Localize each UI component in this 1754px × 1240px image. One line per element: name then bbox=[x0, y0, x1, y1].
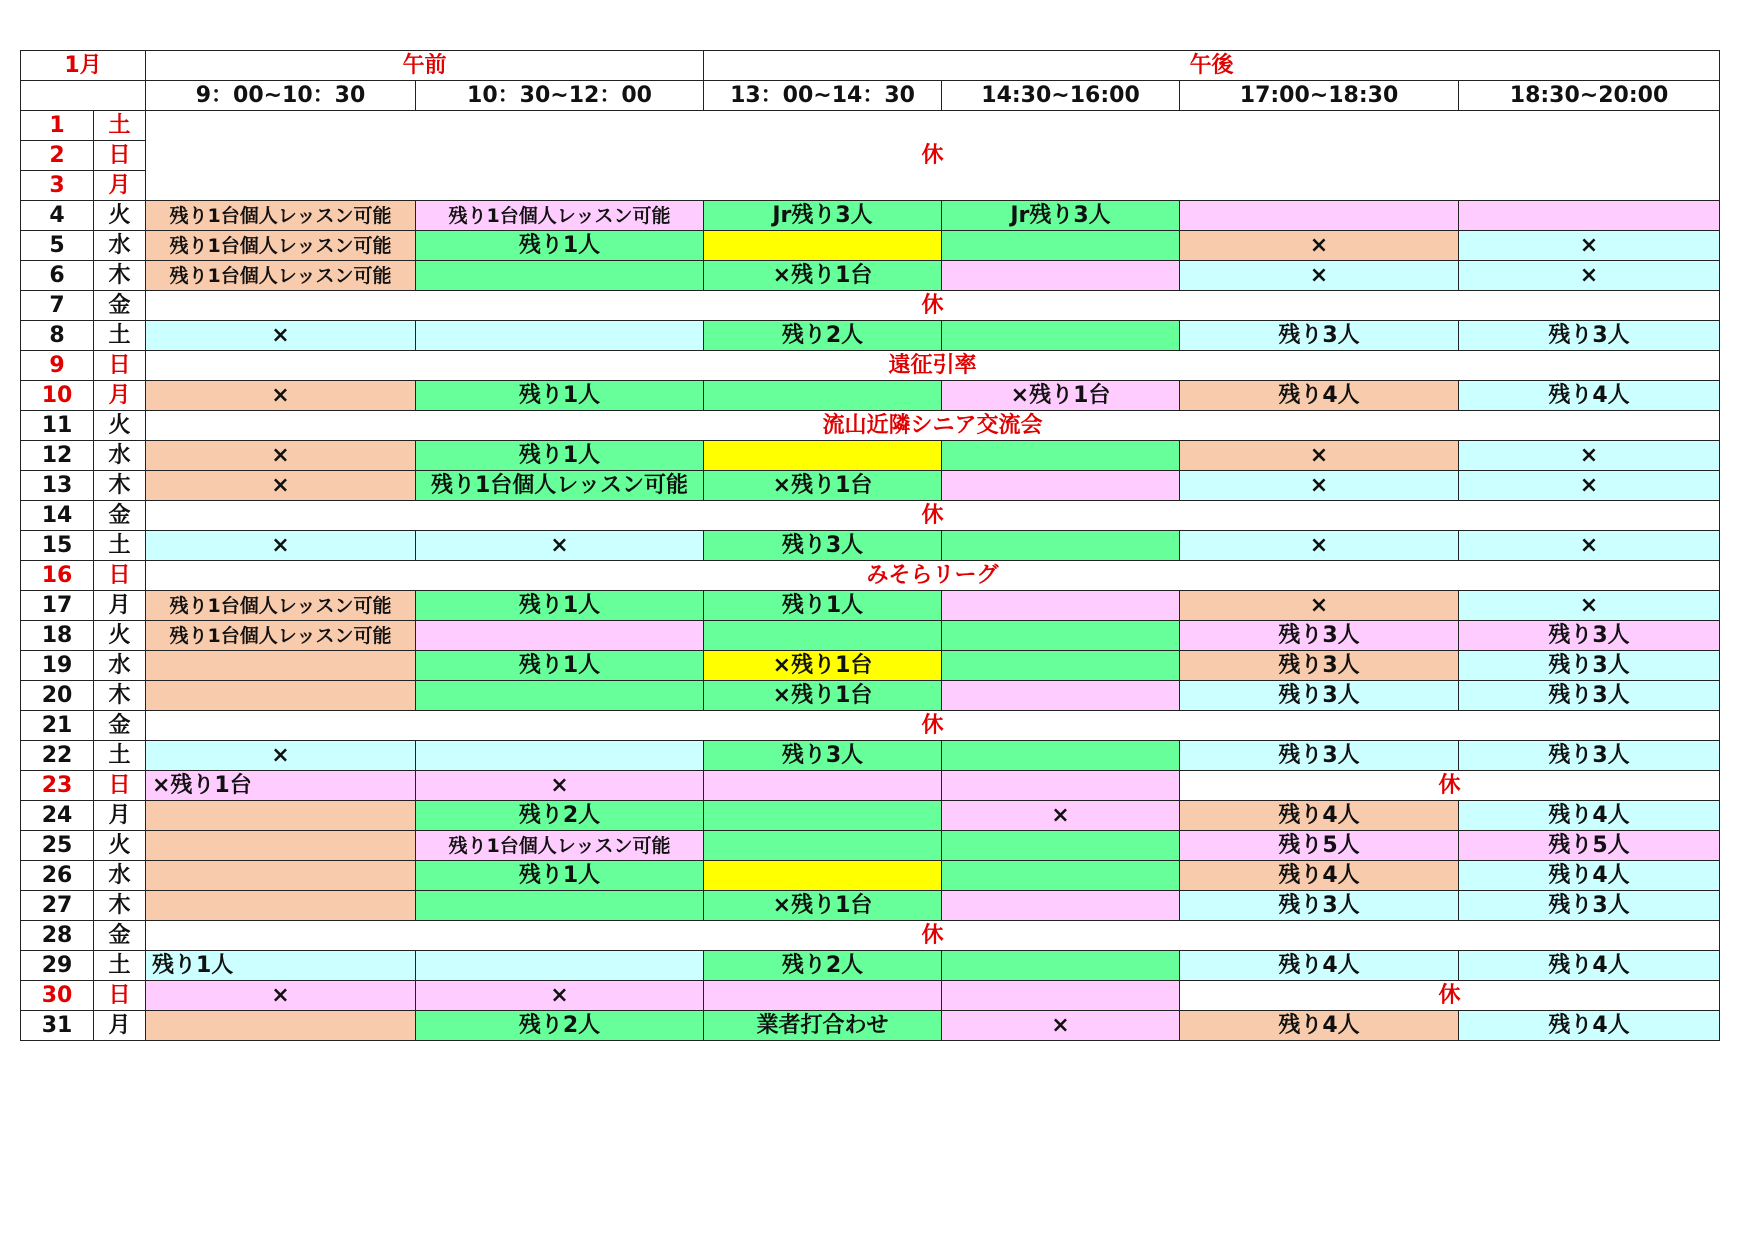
day-number: 16 bbox=[21, 561, 94, 591]
day-row bbox=[21, 501, 1720, 531]
slot-cell: × bbox=[1180, 591, 1459, 621]
weekday: 土 bbox=[94, 111, 146, 141]
weekday: 火 bbox=[94, 621, 146, 651]
slot-cell bbox=[704, 861, 942, 891]
full-day-note: 休 bbox=[146, 921, 1720, 951]
slot-cell: × bbox=[1180, 471, 1459, 501]
weekday: 金 bbox=[94, 921, 146, 951]
day-number: 21 bbox=[21, 711, 94, 741]
slot-cell bbox=[704, 441, 942, 471]
slot-cell: × bbox=[146, 321, 416, 351]
slot-cell bbox=[942, 651, 1180, 681]
weekday: 金 bbox=[94, 501, 146, 531]
slot-cell: × bbox=[146, 441, 416, 471]
day-number: 13 bbox=[21, 471, 94, 501]
day-row bbox=[21, 771, 1720, 801]
slot-header: 13：00~14：30 bbox=[704, 81, 942, 111]
full-day-note: 流山近隣シニア交流会 bbox=[146, 411, 1720, 441]
slot-cell: 休 bbox=[1180, 771, 1720, 801]
slot-cell bbox=[416, 741, 704, 771]
day-number: 15 bbox=[21, 531, 94, 561]
day-number: 11 bbox=[21, 411, 94, 441]
slot-cell: 残り1人 bbox=[416, 861, 704, 891]
slot-cell: ×残り1台 bbox=[704, 651, 942, 681]
slot-cell: × bbox=[1459, 591, 1720, 621]
day-row bbox=[21, 561, 1720, 591]
weekday: 水 bbox=[94, 441, 146, 471]
slot-cell bbox=[942, 441, 1180, 471]
slot-cell: 残り4人 bbox=[1459, 951, 1720, 981]
weekday: 月 bbox=[94, 381, 146, 411]
weekday: 火 bbox=[94, 831, 146, 861]
day-number: 28 bbox=[21, 921, 94, 951]
day-row bbox=[21, 381, 1720, 411]
full-day-note: 休 bbox=[146, 111, 1720, 201]
slot-cell bbox=[416, 681, 704, 711]
weekday: 日 bbox=[94, 561, 146, 591]
slot-cell: ×残り1台 bbox=[704, 261, 942, 291]
day-number: 24 bbox=[21, 801, 94, 831]
slot-cell bbox=[942, 771, 1180, 801]
slot-cell bbox=[942, 741, 1180, 771]
header-row-period bbox=[21, 51, 1720, 81]
weekday: 木 bbox=[94, 471, 146, 501]
slot-cell bbox=[704, 381, 942, 411]
day-number: 29 bbox=[21, 951, 94, 981]
slot-cell: × bbox=[1180, 441, 1459, 471]
slot-cell: × bbox=[1459, 261, 1720, 291]
weekday: 月 bbox=[94, 171, 146, 201]
day-row bbox=[21, 411, 1720, 441]
day-row bbox=[21, 1011, 1720, 1041]
slot-cell bbox=[416, 261, 704, 291]
corner-cell bbox=[21, 81, 146, 111]
slot-cell: 残り4人 bbox=[1459, 861, 1720, 891]
slot-header: 17:00~18:30 bbox=[1180, 81, 1459, 111]
full-day-note: 休 bbox=[146, 291, 1720, 321]
slot-cell bbox=[942, 891, 1180, 921]
slot-cell bbox=[942, 591, 1180, 621]
slot-cell bbox=[146, 801, 416, 831]
slot-cell: × bbox=[416, 981, 704, 1011]
day-row bbox=[21, 291, 1720, 321]
slot-cell: × bbox=[942, 1011, 1180, 1041]
weekday: 日 bbox=[94, 351, 146, 381]
weekday: 日 bbox=[94, 771, 146, 801]
day-number: 22 bbox=[21, 741, 94, 771]
slot-cell bbox=[1180, 201, 1459, 231]
am-label: 午前 bbox=[146, 51, 704, 81]
day-number: 20 bbox=[21, 681, 94, 711]
weekday: 土 bbox=[94, 951, 146, 981]
slot-cell: × bbox=[1459, 531, 1720, 561]
slot-cell: 残り3人 bbox=[1459, 681, 1720, 711]
slot-cell bbox=[146, 651, 416, 681]
slot-cell: 残り4人 bbox=[1459, 801, 1720, 831]
slot-cell: × bbox=[1459, 471, 1720, 501]
day-number: 8 bbox=[21, 321, 94, 351]
day-number: 3 bbox=[21, 171, 94, 201]
slot-cell: ×残り1台 bbox=[704, 471, 942, 501]
slot-cell: ×残り1台 bbox=[704, 891, 942, 921]
day-number: 10 bbox=[21, 381, 94, 411]
slot-cell: × bbox=[416, 531, 704, 561]
slot-cell: 残り3人 bbox=[704, 741, 942, 771]
weekday: 土 bbox=[94, 741, 146, 771]
day-number: 4 bbox=[21, 201, 94, 231]
day-row bbox=[21, 891, 1720, 921]
day-row bbox=[21, 471, 1720, 501]
day-row bbox=[21, 261, 1720, 291]
slot-cell: × bbox=[1459, 231, 1720, 261]
slot-cell: 残り3人 bbox=[704, 531, 942, 561]
slot-cell: 残り4人 bbox=[1180, 861, 1459, 891]
day-row bbox=[21, 951, 1720, 981]
slot-cell: ×残り1台 bbox=[146, 771, 416, 801]
slot-cell: 残り1人 bbox=[416, 651, 704, 681]
slot-cell bbox=[146, 1011, 416, 1041]
header-row-slots bbox=[21, 81, 1720, 111]
slot-cell bbox=[704, 801, 942, 831]
slot-header: 9：00~10：30 bbox=[146, 81, 416, 111]
pm-label: 午後 bbox=[704, 51, 1720, 81]
day-row bbox=[21, 711, 1720, 741]
slot-cell bbox=[942, 471, 1180, 501]
slot-cell bbox=[704, 981, 942, 1011]
slot-cell: 残り3人 bbox=[1180, 621, 1459, 651]
slot-cell: × bbox=[146, 741, 416, 771]
slot-cell bbox=[146, 891, 416, 921]
day-row bbox=[21, 741, 1720, 771]
slot-cell: 残り1台個人レッスン可能 bbox=[146, 231, 416, 261]
slot-cell: 残り1台個人レッスン可能 bbox=[146, 591, 416, 621]
slot-cell bbox=[942, 951, 1180, 981]
slot-cell: 残り2人 bbox=[704, 951, 942, 981]
slot-cell bbox=[146, 861, 416, 891]
month-label: 1月 bbox=[21, 51, 146, 81]
weekday: 月 bbox=[94, 1011, 146, 1041]
day-number: 14 bbox=[21, 501, 94, 531]
slot-cell bbox=[1459, 201, 1720, 231]
slot-cell: × bbox=[146, 531, 416, 561]
slot-cell bbox=[942, 681, 1180, 711]
slot-cell: 休 bbox=[1180, 981, 1720, 1011]
day-number: 27 bbox=[21, 891, 94, 921]
slot-cell: × bbox=[146, 471, 416, 501]
weekday: 日 bbox=[94, 141, 146, 171]
slot-cell bbox=[704, 771, 942, 801]
slot-cell bbox=[416, 621, 704, 651]
slot-cell bbox=[416, 321, 704, 351]
slot-cell: 残り1台個人レッスン可能 bbox=[146, 261, 416, 291]
day-row bbox=[21, 201, 1720, 231]
weekday: 金 bbox=[94, 291, 146, 321]
slot-cell: 残り1人 bbox=[416, 231, 704, 261]
day-row bbox=[21, 111, 1720, 141]
slot-cell: 残り4人 bbox=[1459, 381, 1720, 411]
slot-cell bbox=[704, 621, 942, 651]
slot-cell: Jr残り3人 bbox=[942, 201, 1180, 231]
day-number: 12 bbox=[21, 441, 94, 471]
weekday: 土 bbox=[94, 531, 146, 561]
slot-cell: 残り4人 bbox=[1180, 381, 1459, 411]
slot-cell: × bbox=[146, 381, 416, 411]
slot-cell: ×残り1台 bbox=[942, 381, 1180, 411]
day-row bbox=[21, 861, 1720, 891]
day-number: 5 bbox=[21, 231, 94, 261]
slot-cell: 残り3人 bbox=[1459, 621, 1720, 651]
weekday: 木 bbox=[94, 681, 146, 711]
weekday: 火 bbox=[94, 201, 146, 231]
day-row bbox=[21, 591, 1720, 621]
slot-cell: 残り4人 bbox=[1180, 801, 1459, 831]
slot-cell bbox=[704, 831, 942, 861]
slot-header: 10：30~12：00 bbox=[416, 81, 704, 111]
slot-cell bbox=[704, 231, 942, 261]
slot-cell: 残り5人 bbox=[1180, 831, 1459, 861]
day-row bbox=[21, 831, 1720, 861]
weekday: 金 bbox=[94, 711, 146, 741]
day-number: 30 bbox=[21, 981, 94, 1011]
slot-cell: 残り1台個人レッスン可能 bbox=[146, 201, 416, 231]
schedule-table bbox=[20, 50, 1720, 1041]
slot-cell: 残り1台個人レッスン可能 bbox=[416, 831, 704, 861]
full-day-note: みそらリーグ bbox=[146, 561, 1720, 591]
full-day-note: 休 bbox=[146, 501, 1720, 531]
day-row bbox=[21, 531, 1720, 561]
slot-cell: 残り3人 bbox=[1459, 741, 1720, 771]
weekday: 水 bbox=[94, 231, 146, 261]
slot-cell bbox=[942, 531, 1180, 561]
day-row bbox=[21, 441, 1720, 471]
slot-cell: × bbox=[146, 981, 416, 1011]
slot-header: 14:30~16:00 bbox=[942, 81, 1180, 111]
day-row bbox=[21, 651, 1720, 681]
slot-cell: 残り1人 bbox=[416, 441, 704, 471]
slot-cell: Jr残り3人 bbox=[704, 201, 942, 231]
slot-cell: 残り1台個人レッスン可能 bbox=[416, 201, 704, 231]
day-number: 23 bbox=[21, 771, 94, 801]
slot-cell: 残り3人 bbox=[1180, 321, 1459, 351]
full-day-note: 遠征引率 bbox=[146, 351, 1720, 381]
slot-cell bbox=[942, 621, 1180, 651]
slot-cell: × bbox=[1180, 231, 1459, 261]
slot-cell: 残り4人 bbox=[1180, 951, 1459, 981]
weekday: 月 bbox=[94, 591, 146, 621]
slot-cell bbox=[416, 951, 704, 981]
slot-cell bbox=[942, 861, 1180, 891]
day-row bbox=[21, 621, 1720, 651]
slot-cell: ×残り1台 bbox=[704, 681, 942, 711]
weekday: 土 bbox=[94, 321, 146, 351]
slot-cell bbox=[942, 261, 1180, 291]
slot-cell bbox=[942, 231, 1180, 261]
slot-cell: × bbox=[1180, 531, 1459, 561]
day-number: 19 bbox=[21, 651, 94, 681]
slot-cell: 残り1人 bbox=[416, 381, 704, 411]
day-row bbox=[21, 981, 1720, 1011]
slot-cell: × bbox=[416, 771, 704, 801]
slot-cell: × bbox=[942, 801, 1180, 831]
slot-cell: 残り2人 bbox=[416, 1011, 704, 1041]
day-number: 2 bbox=[21, 141, 94, 171]
slot-cell: 残り4人 bbox=[1459, 1011, 1720, 1041]
weekday: 火 bbox=[94, 411, 146, 441]
slot-cell: 残り1台個人レッスン可能 bbox=[416, 471, 704, 501]
slot-cell: 残り3人 bbox=[1459, 891, 1720, 921]
day-row bbox=[21, 351, 1720, 381]
slot-header: 18:30~20:00 bbox=[1459, 81, 1720, 111]
day-number: 1 bbox=[21, 111, 94, 141]
day-row bbox=[21, 921, 1720, 951]
day-number: 26 bbox=[21, 861, 94, 891]
day-number: 9 bbox=[21, 351, 94, 381]
slot-cell bbox=[416, 891, 704, 921]
day-number: 31 bbox=[21, 1011, 94, 1041]
slot-cell: 残り5人 bbox=[1459, 831, 1720, 861]
day-row bbox=[21, 231, 1720, 261]
slot-cell: × bbox=[1459, 441, 1720, 471]
day-number: 25 bbox=[21, 831, 94, 861]
day-number: 6 bbox=[21, 261, 94, 291]
slot-cell: 残り2人 bbox=[416, 801, 704, 831]
weekday: 日 bbox=[94, 981, 146, 1011]
slot-cell: 残り3人 bbox=[1180, 741, 1459, 771]
slot-cell: 残り4人 bbox=[1180, 1011, 1459, 1041]
slot-cell: 残り3人 bbox=[1459, 321, 1720, 351]
slot-cell bbox=[146, 681, 416, 711]
weekday: 月 bbox=[94, 801, 146, 831]
day-row bbox=[21, 801, 1720, 831]
slot-cell bbox=[146, 831, 416, 861]
slot-cell: 残り3人 bbox=[1180, 681, 1459, 711]
slot-cell: 残り3人 bbox=[1180, 891, 1459, 921]
slot-cell: 残り1人 bbox=[146, 951, 416, 981]
slot-cell bbox=[942, 981, 1180, 1011]
day-row bbox=[21, 321, 1720, 351]
weekday: 水 bbox=[94, 861, 146, 891]
slot-cell: 残り2人 bbox=[704, 321, 942, 351]
slot-cell: × bbox=[1180, 261, 1459, 291]
slot-cell: 残り1台個人レッスン可能 bbox=[146, 621, 416, 651]
day-row bbox=[21, 681, 1720, 711]
day-number: 7 bbox=[21, 291, 94, 321]
slot-cell: 残り1人 bbox=[416, 591, 704, 621]
weekday: 水 bbox=[94, 651, 146, 681]
slot-cell: 残り1人 bbox=[704, 591, 942, 621]
slot-cell: 業者打合わせ bbox=[704, 1011, 942, 1041]
slot-cell: 残り3人 bbox=[1180, 651, 1459, 681]
slot-cell bbox=[942, 831, 1180, 861]
slot-cell bbox=[942, 321, 1180, 351]
day-number: 18 bbox=[21, 621, 94, 651]
full-day-note: 休 bbox=[146, 711, 1720, 741]
weekday: 木 bbox=[94, 891, 146, 921]
day-number: 17 bbox=[21, 591, 94, 621]
slot-cell: 残り3人 bbox=[1459, 651, 1720, 681]
weekday: 木 bbox=[94, 261, 146, 291]
